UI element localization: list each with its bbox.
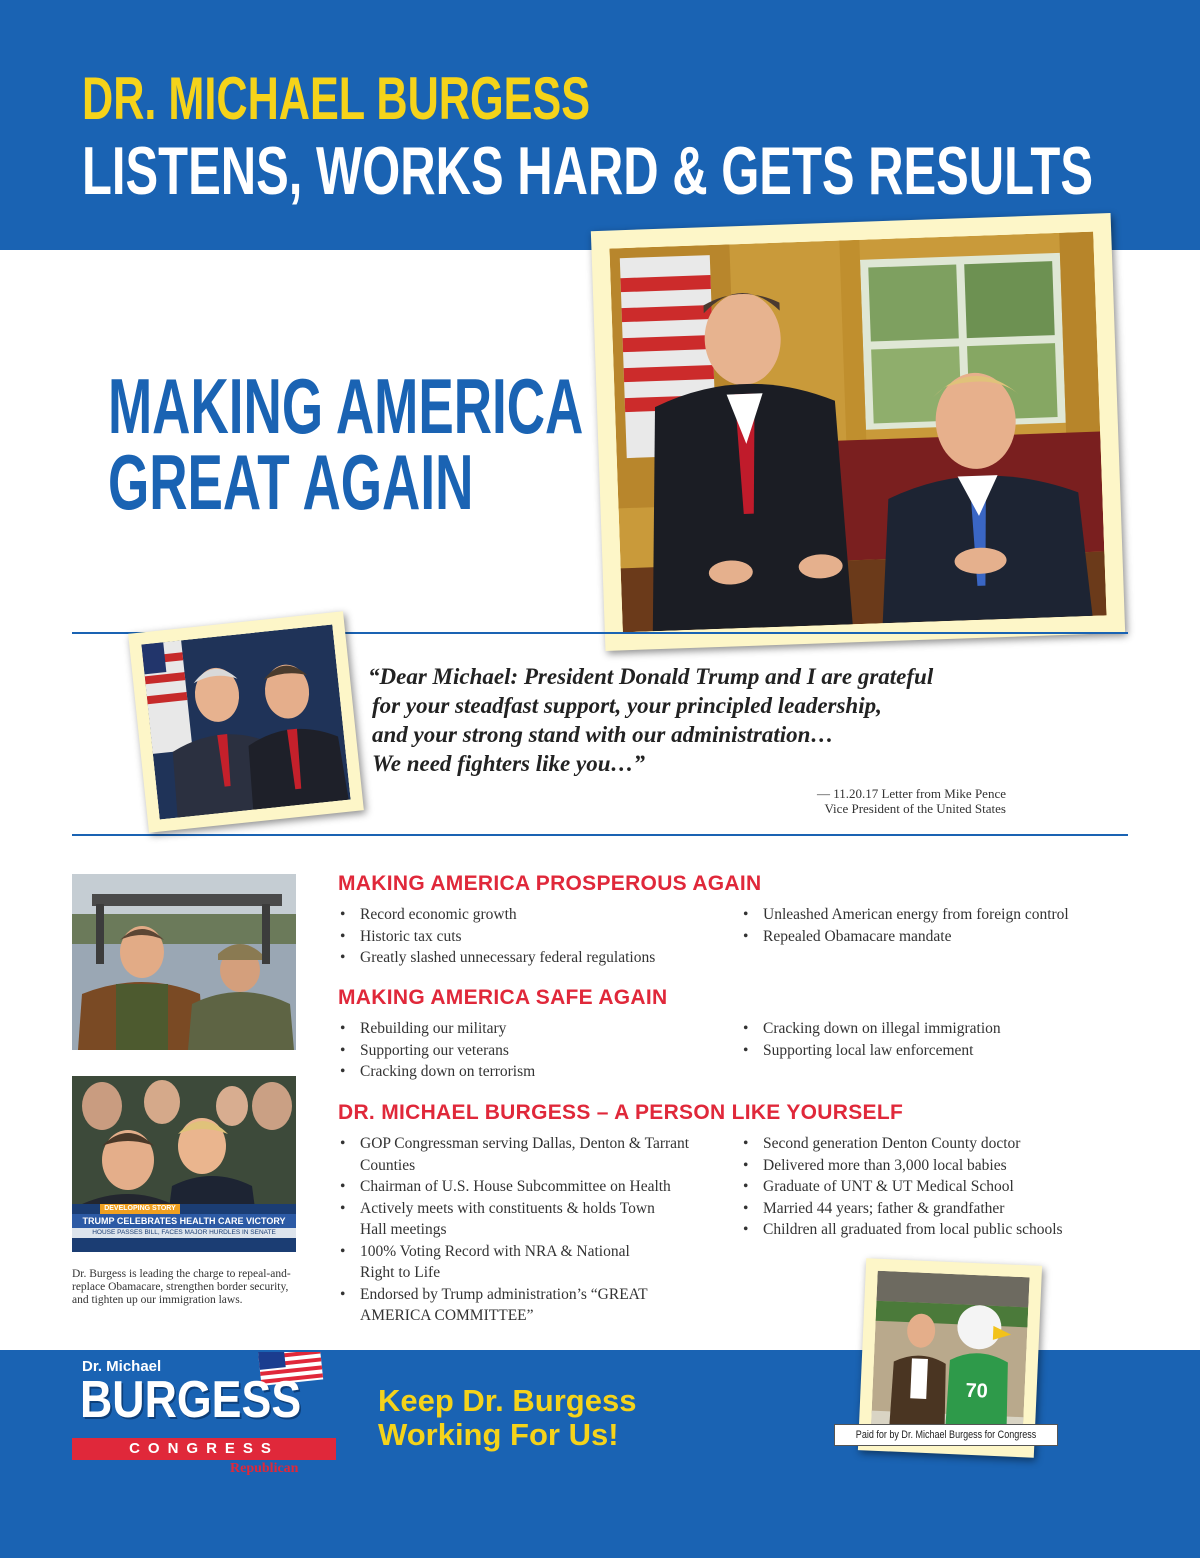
list-item: • Repealed Obamacare mandate [743, 926, 1143, 948]
list-item: • Rebuilding our military [340, 1018, 730, 1040]
list-item: • Unleashed American energy from foreign control [743, 904, 1143, 926]
section-title-person: DR. MICHAEL BURGESS – A PERSON LIKE YOURSELF [338, 1101, 904, 1124]
bottom-divider [72, 834, 1128, 836]
tv-developing-tag: DEVELOPING STORY [100, 1204, 180, 1214]
photo-caption: Dr. Burgess is leading the charge to repeal-and-replace Obamacare, strengthen border security, and tighten up our immigration laws. [72, 1268, 291, 1306]
list-item: • Supporting local law enforcement [743, 1040, 1143, 1062]
quote-line-4: We need fighters like you…” [372, 751, 645, 776]
list-item: • Actively meets with constituents & holds Town Hall meetings [340, 1198, 670, 1241]
quote-line-1: “Dear Michael: President Donald Trump and I are grateful [368, 664, 934, 689]
maga-line-1: MAKING AMERICA [108, 362, 584, 450]
list-item: • Children all graduated from local public schools [743, 1219, 1143, 1241]
list-item: • Record economic growth [340, 904, 730, 926]
logo-first-name: Dr. Michael [82, 1358, 162, 1375]
pence-image [141, 624, 350, 819]
mascot-jersey-number: 70 [964, 1379, 989, 1403]
logo-party: Republican [230, 1461, 299, 1476]
oval-office-image [609, 232, 1106, 633]
header-name: DR. MICHAEL BURGESS [82, 65, 591, 132]
logo-last-name: BURGESS [80, 1371, 302, 1429]
section-title-prosperous: MAKING AMERICA PROSPEROUS AGAIN [338, 872, 762, 895]
attribution-line-2: Vice President of the United States [824, 801, 1006, 816]
slogan-line-1: Keep Dr. Burgess [378, 1383, 637, 1418]
list-item: • Cracking down on illegal immigration [743, 1018, 1143, 1040]
maga-headline [108, 362, 584, 526]
tv-subline: HOUSE PASSES BILL, FACES MAJOR HURDLES IN SENATE [72, 1228, 296, 1238]
list-item: • Second generation Denton County doctor [743, 1133, 1143, 1155]
prosperous-list-left [340, 904, 730, 969]
list-item: • 100% Voting Record with NRA & National Right to Life [340, 1241, 640, 1284]
quote-line-3: and your strong stand with our administration… [372, 722, 834, 747]
header-tagline: LISTENS, WORKS HARD & GETS RESULTS [82, 133, 1093, 209]
health-care-victory-photo [72, 1076, 296, 1252]
mascot-image [870, 1271, 1029, 1445]
list-item: • Graduate of UNT & UT Medical School [743, 1176, 1143, 1198]
safe-list-right [743, 1018, 1143, 1061]
oval-office-photo [591, 213, 1125, 651]
section-title-safe: MAKING AMERICA SAFE AGAIN [338, 986, 668, 1009]
slogan [378, 1384, 636, 1452]
person-list-left [340, 1133, 730, 1327]
attribution-line-1: — 11.20.17 Letter from Mike Pence [816, 786, 1006, 801]
pence-photo [128, 611, 364, 832]
slogan-line-2: Working For Us! [378, 1417, 619, 1452]
person-list-right [743, 1133, 1143, 1241]
list-item: • Cracking down on terrorism [340, 1061, 730, 1083]
list-item: • Chairman of U.S. House Subcommittee on Health [340, 1176, 730, 1198]
quote-line-2: for your steadfast support, your principled leadership, [372, 693, 882, 718]
list-item: • GOP Congressman serving Dallas, Denton & Tarrant Counties [340, 1133, 710, 1176]
maga-line-2: GREAT AGAIN [108, 438, 474, 526]
safe-list-left [340, 1018, 730, 1083]
list-item: • Historic tax cuts [340, 926, 730, 948]
list-item: • Married 44 years; father & grandfather [743, 1198, 1143, 1220]
paid-for-disclaimer [834, 1424, 1058, 1446]
list-item: • Endorsed by Trump administration’s “GREAT AMERICA COMMITTEE” [340, 1284, 650, 1327]
list-item: • Delivered more than 3,000 local babies [743, 1155, 1143, 1177]
list-item: • Supporting our veterans [340, 1040, 730, 1062]
quote-attribution [817, 786, 1006, 816]
border-patrol-photo [72, 874, 296, 1050]
prosperous-list-right [743, 904, 1143, 947]
pence-quote [368, 662, 1028, 778]
paid-for-text: Paid for by Dr. Michael Burgess for Congress [855, 1429, 1037, 1441]
tv-headline: TRUMP CELEBRATES HEALTH CARE VICTORY [72, 1214, 296, 1228]
list-item: • Greatly slashed unnecessary federal regulations [340, 947, 730, 969]
logo-congress: CONGRESS [129, 1440, 279, 1457]
